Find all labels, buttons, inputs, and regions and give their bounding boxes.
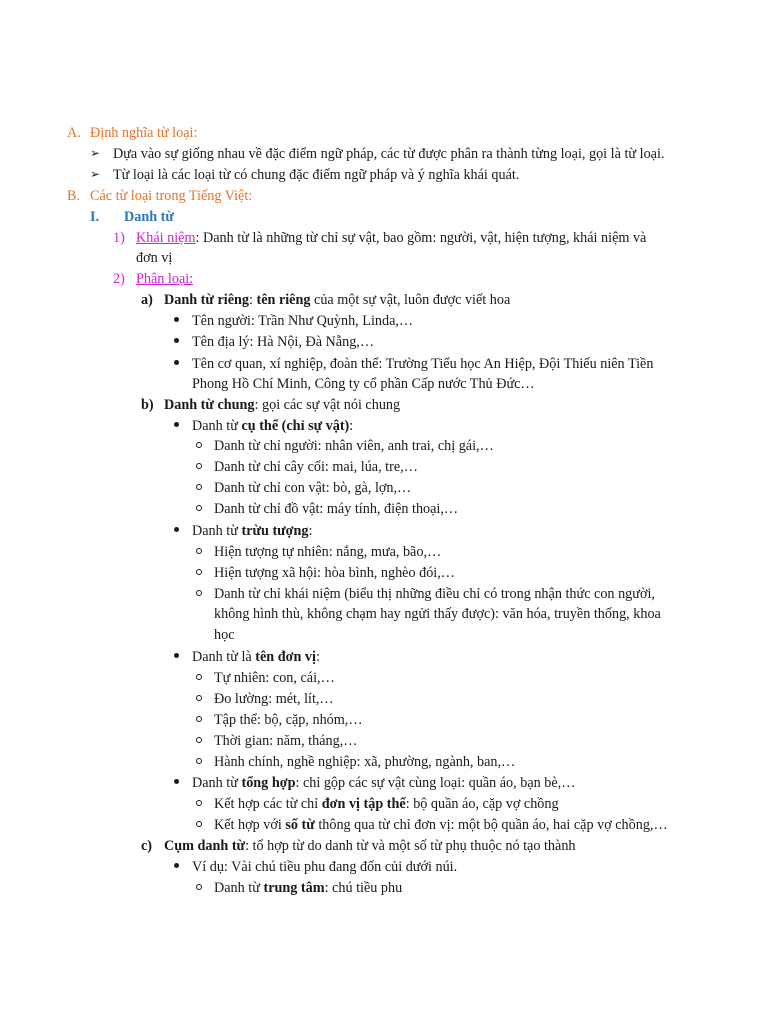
section-a-bullet: Từ loại là các loại từ có chung đặc điểm ngữ pháp và ý nghĩa khái quát.	[113, 167, 520, 183]
item-1-label: Khái niệm	[136, 230, 196, 246]
sub-a-line	[164, 291, 510, 309]
section-a-bullet: Dựa vào sự giống nhau về đặc điểm ngữ pháp, các từ được phân ra thành từng loại, gọi là từ loại.	[113, 146, 665, 162]
list-item: Danh từ chỉ người: nhân viên, anh trai, chị gái,…	[214, 438, 494, 454]
group-bold: trừu tượng	[241, 523, 309, 539]
example-line: Ví dụ: Vài chú tiều phu đang đốn củi dưới núi.	[192, 859, 458, 875]
sub-c-marker: c)	[141, 838, 153, 854]
item-bold: số từ	[285, 817, 315, 833]
sub-a-marker: a)	[141, 292, 153, 308]
sub-a-sep: :	[248, 292, 257, 308]
group-post: :	[315, 649, 320, 665]
subsection-marker: I.	[90, 209, 100, 225]
group-pre: Danh từ	[192, 418, 242, 434]
bullet-dot-icon	[174, 863, 179, 868]
sub-a-text: của một sự vật, luôn được viết hoa	[310, 292, 511, 308]
group-bold: cụ thể (chỉ sự vật)	[241, 418, 350, 434]
subsection-title: Danh từ	[124, 209, 174, 225]
sub-a-bold: tên riêng	[256, 292, 311, 308]
group-bold: tổng hợp	[241, 775, 296, 791]
list-item: Danh từ chỉ khái niệm (biểu thị những điều chỉ có trong nhận thức con người,	[214, 586, 655, 602]
group-bold: tên đơn vị	[255, 649, 316, 665]
sub-b-line	[164, 396, 400, 414]
list-item: Danh từ chỉ cây cối: mai, lúa, tre,…	[214, 459, 418, 475]
group-post: : chỉ gộp các sự vật cùng loại: quần áo, bạn bè,…	[295, 775, 576, 791]
list-item: Danh từ chỉ đồ vật: máy tính, điện thoại,…	[214, 501, 459, 517]
item-pre: Kết hợp với	[214, 817, 286, 833]
list-item: Đo lường: mét, lít,…	[214, 691, 334, 707]
item-1-text: : Danh từ là những từ chỉ sự vật, bao gồm: người, vật, hiện tượng, khái niệm và	[195, 230, 647, 246]
item-bold: đơn vị tập thể	[321, 796, 406, 812]
item-1-line	[136, 229, 646, 247]
section-a-marker: A.	[67, 125, 81, 141]
list-item	[214, 816, 668, 834]
bullet-dot-icon	[174, 653, 179, 658]
item-bold: trung tâm	[263, 880, 325, 896]
list-item: Hiện tượng tự nhiên: nắng, mưa, bão,…	[214, 544, 442, 560]
list-item: Tên địa lý: Hà Nội, Đà Nẵng,…	[192, 334, 375, 350]
circle-bullet-icon	[196, 674, 202, 680]
circle-bullet-icon	[196, 590, 202, 596]
list-item-continued: không hình thù, không chạm hay ngửi thấy được): văn hóa, truyền thống, khoa	[214, 606, 661, 622]
bullet-dot-icon	[174, 779, 179, 784]
circle-bullet-icon	[196, 569, 202, 575]
group-pre: Danh từ	[192, 775, 242, 791]
bullet-dot-icon	[174, 338, 179, 343]
sub-c-term: Cụm danh từ	[164, 838, 246, 854]
circle-bullet-icon	[196, 737, 202, 743]
group-pre: Danh từ là	[192, 649, 256, 665]
circle-bullet-icon	[196, 505, 202, 511]
circle-bullet-icon	[196, 716, 202, 722]
section-b-title: Các từ loại trong Tiếng Việt:	[90, 188, 253, 204]
circle-bullet-icon	[196, 548, 202, 554]
list-item: Tự nhiên: con, cái,…	[214, 670, 335, 686]
circle-bullet-icon	[196, 821, 202, 827]
circle-bullet-icon	[196, 884, 202, 890]
list-item-continued: Phong Hồ Chí Minh, Công ty cổ phần Cấp nước Thủ Đức…	[192, 376, 535, 392]
list-item	[214, 879, 402, 897]
circle-bullet-icon	[196, 463, 202, 469]
circle-bullet-icon	[196, 484, 202, 490]
sub-a-term: Danh từ riêng	[164, 292, 249, 308]
arrow-bullet-icon: ➢	[90, 146, 101, 160]
bullet-dot-icon	[174, 317, 179, 322]
item-post: : chú tiều phu	[324, 880, 403, 896]
sub-c-text: : tổ hợp từ do danh từ và một số từ phụ thuộc nó tạo thành	[245, 838, 576, 854]
circle-bullet-icon	[196, 758, 202, 764]
sub-b-text: : gọi các sự vật nói chung	[254, 397, 401, 413]
sub-c-line	[164, 837, 576, 855]
item-2-label: Phân loại:	[136, 271, 194, 287]
bullet-dot-icon	[174, 527, 179, 532]
section-a-title: Định nghĩa từ loại:	[90, 125, 198, 141]
list-item: Hiện tượng xã hội: hòa bình, nghèo đói,…	[214, 565, 455, 581]
item-pre: Danh từ	[214, 880, 264, 896]
list-item: Thời gian: năm, tháng,…	[214, 733, 358, 749]
item-pre: Kết hợp các từ chỉ	[214, 796, 322, 812]
sub-b-term: Danh từ chung	[164, 397, 255, 413]
group-heading	[192, 417, 353, 435]
group-post: :	[308, 523, 313, 539]
group-pre: Danh từ	[192, 523, 242, 539]
circle-bullet-icon	[196, 800, 202, 806]
group-post: :	[349, 418, 354, 434]
group-heading	[192, 648, 320, 666]
bullet-dot-icon	[174, 422, 179, 427]
arrow-bullet-icon: ➢	[90, 167, 101, 181]
list-item	[214, 795, 559, 813]
circle-bullet-icon	[196, 695, 202, 701]
section-b-marker: B.	[67, 188, 81, 204]
item-1-text-continued: đơn vị	[136, 250, 173, 266]
item-post: : bộ quần áo, cặp vợ chồng	[405, 796, 559, 812]
item-2-marker: 2)	[113, 271, 125, 287]
item-post: thông qua từ chỉ đơn vị: một bộ quần áo, hai cặp vợ chồng,…	[314, 817, 668, 833]
list-item: Tên người: Trần Như Quỳnh, Linda,…	[192, 313, 414, 329]
group-heading	[192, 774, 575, 792]
bullet-dot-icon	[174, 360, 179, 365]
group-heading	[192, 522, 312, 540]
list-item: Hành chính, nghề nghiệp: xã, phường, ngành, ban,…	[214, 754, 516, 770]
sub-b-marker: b)	[141, 397, 154, 413]
list-item-continued: học	[214, 627, 235, 643]
list-item: Danh từ chỉ con vật: bò, gà, lợn,…	[214, 480, 412, 496]
circle-bullet-icon	[196, 442, 202, 448]
list-item: Tên cơ quan, xí nghiệp, đoàn thể: Trường Tiểu học An Hiệp, Đội Thiếu niên Tiền	[192, 356, 654, 372]
item-1-marker: 1)	[113, 230, 125, 246]
list-item: Tập thể: bộ, cặp, nhóm,…	[214, 712, 363, 728]
